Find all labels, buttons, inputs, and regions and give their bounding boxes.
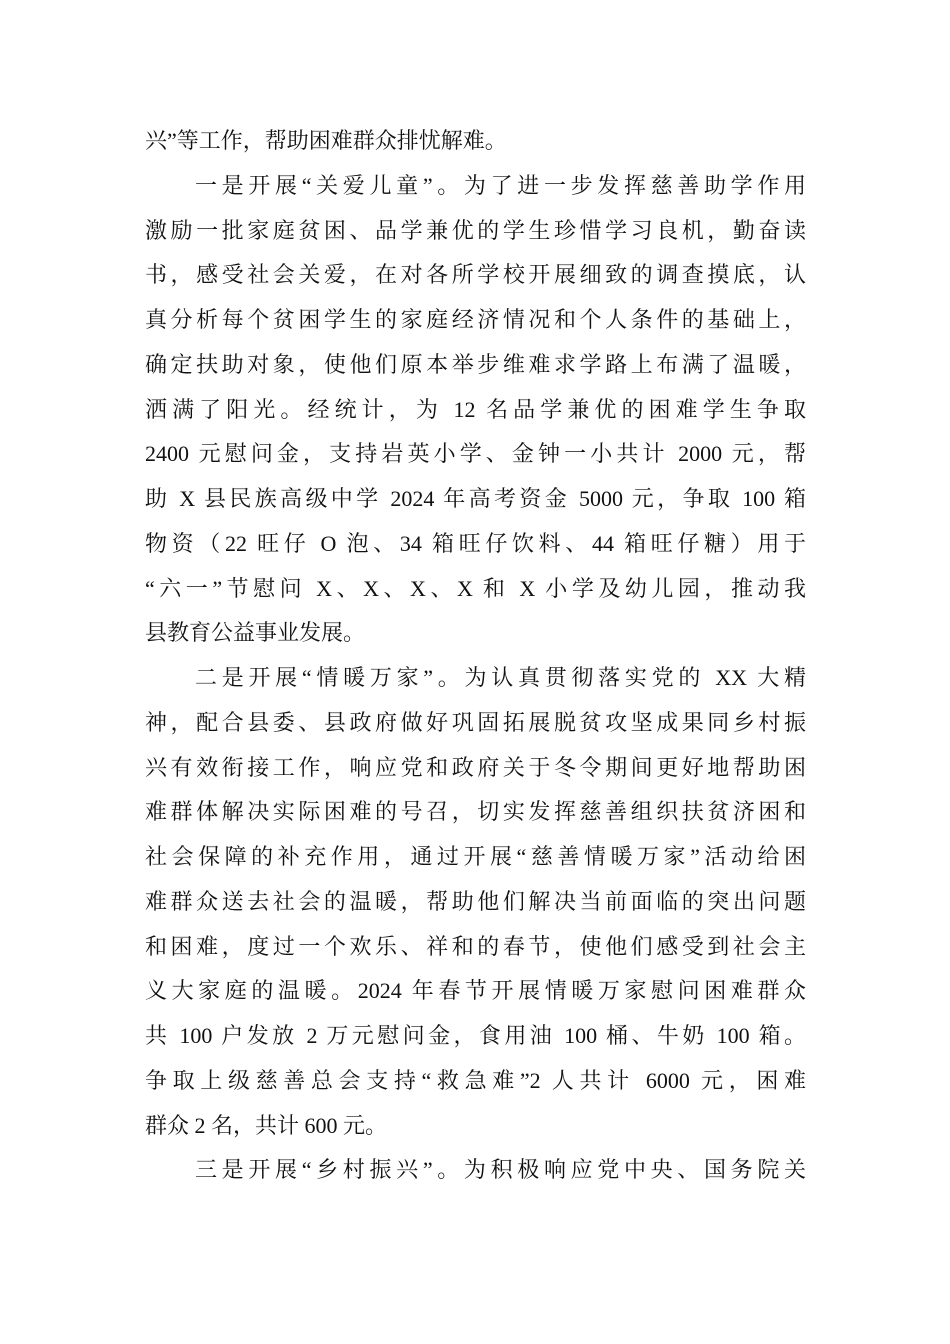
text-line: 洒满了阳光。经统计，为 12 名品学兼优的困难学生争取 [145, 396, 806, 422]
text-line: 书，感受社会关爱，在对各所学校开展细致的调查摸底，认 [145, 262, 806, 288]
paragraph [145, 1150, 806, 1195]
text-line: 共 100 户发放 2 万元慰问金，食用油 100 桶、牛奶 100 箱。 [145, 1023, 806, 1048]
text-line: 真分析每个贫困学生的家庭经济情况和个人条件的基础上， [145, 307, 806, 332]
text-line: 2400 元慰问金，支持岩英小学、金钟一小共计 2000 元，帮 [145, 441, 806, 467]
text-line: 群众 2 名，共计 600 元。 [145, 1112, 388, 1138]
text-line: 社会保障的补充作用，通过开展“慈善情暖万家”活动给困 [145, 844, 806, 869]
text-line: 和困难，度过一个欢乐、祥和的春节，使他们感受到社会主 [145, 933, 806, 959]
text-line: 物资（22 旺仔 O 泡、34 箱旺仔饮料、44 箱旺仔糖）用于 [145, 530, 806, 556]
text-line: 确定扶助对象，使他们原本举步维难求学路上布满了温暖， [145, 351, 806, 377]
text-line: “六一”节慰问 X、X、X、X 和 X 小学及幼儿园，推动我 [145, 575, 806, 601]
text-line: 激励一批家庭贫困、品学兼优的学生珍惜学习良机，勤奋读 [145, 217, 806, 243]
text-line: 兴”等工作，帮助困难群众排忧解难。 [145, 128, 507, 153]
text-line: 兴有效衔接工作，响应党和政府关于冬令期间更好地帮助困 [145, 754, 806, 780]
text-line: 神，配合县委、县政府做好巩固拓展脱贫攻坚成果同乡村振 [145, 709, 806, 735]
text-line: 一是开展“关爱儿童”。为了进一步发挥慈善助学作用 [195, 172, 806, 198]
paragraph [145, 658, 806, 1150]
text-line: 难群众送去社会的温暖，帮助他们解决当前面临的突出问题 [145, 888, 806, 914]
text-line: 难群体解决实际困难的号召，切实发挥慈善组织扶贫济困和 [145, 799, 806, 825]
text-line: 助 X 县民族高级中学 2024 年高考资金 5000 元，争取 100 箱 [145, 486, 806, 511]
text-line: 二是开展“情暖万家”。为认真贯彻落实党的 XX 大精 [195, 665, 806, 690]
text-line: 争取上级慈善总会支持“救急难”2 人共计 6000 元，困难 [145, 1067, 806, 1093]
text-line: 三是开展“乡村振兴”。为积极响应党中央、国务院关 [195, 1157, 806, 1183]
paragraph [145, 166, 806, 658]
text-line: 义大家庭的温暖。2024 年春节开展情暖万家慰问困难群众 [145, 978, 806, 1004]
document-page [145, 121, 806, 1195]
text-line: 县教育公益事业发展。 [145, 620, 366, 646]
paragraph [145, 121, 806, 166]
